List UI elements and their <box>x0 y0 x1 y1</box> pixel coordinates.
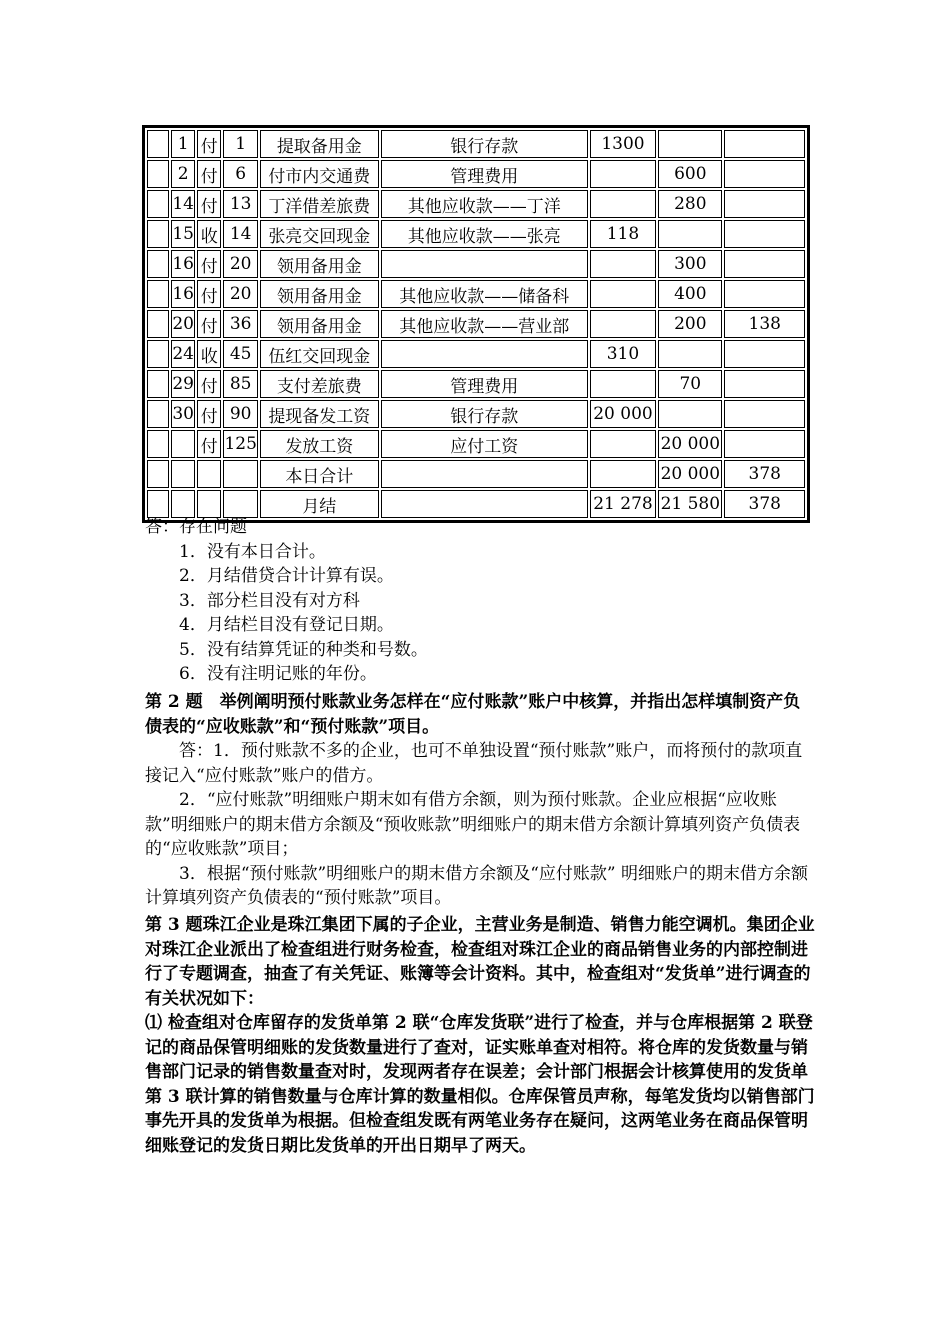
ledger-cell <box>658 130 722 158</box>
ledger-cell: 其他应收款——营业部 <box>381 310 588 338</box>
ledger-cell <box>724 370 805 398</box>
ledger-cell: 付市内交通费 <box>260 160 379 188</box>
ledger-cell: 其他应收款——丁洋 <box>381 190 588 218</box>
ledger-cell <box>658 220 722 248</box>
ledger-cell <box>724 160 805 188</box>
answer1-heading: 答：存在问题 <box>145 517 247 537</box>
ledger-cell: 收 <box>197 220 221 248</box>
ledger-cell <box>147 310 169 338</box>
question2-paragraph: 2．“应付账款”明细账户期末如有借方余额，则为预付账款。企业应根据“应收账款”明细账户的期末借方余额及“预收账款”明细账户的期末借方余额计算填列资产负债表的“应收账款”项目； <box>145 790 801 859</box>
ledger-cell: 1 <box>171 130 195 158</box>
answer1-item: 4．月结栏目没有登记日期。 <box>179 615 394 635</box>
ledger-cell: 13 <box>223 190 258 218</box>
ledger-cell: 16 <box>171 280 195 308</box>
ledger-cell: 24 <box>171 340 195 368</box>
ledger-row <box>147 370 805 398</box>
ledger-cell: 400 <box>658 280 722 308</box>
ledger-cell: 张亮交回现金 <box>260 220 379 248</box>
ledger-cell: 138 <box>724 310 805 338</box>
ledger-cell: 45 <box>223 340 258 368</box>
ledger-cell: 本日合计 <box>260 460 379 488</box>
ledger-cell <box>590 190 656 218</box>
ledger-cell <box>724 220 805 248</box>
ledger-cell <box>590 250 656 278</box>
ledger-cell: 银行存款 <box>381 400 588 428</box>
ledger-cell: 20 000 <box>658 430 722 458</box>
ledger-cell: 310 <box>590 340 656 368</box>
ledger-cell: 300 <box>658 250 722 278</box>
ledger-cell <box>197 460 221 488</box>
ledger-row <box>147 310 805 338</box>
ledger-cell: 20 <box>223 280 258 308</box>
ledger-cell: 6 <box>223 160 258 188</box>
answer1-item: 5．没有结算凭证的种类和号数。 <box>179 639 428 660</box>
ledger-cell: 36 <box>223 310 258 338</box>
ledger-cell: 20 000 <box>658 460 722 488</box>
ledger-cell: 1300 <box>590 130 656 158</box>
question3-title: 第 3 题珠江企业是珠江集团下属的子企业，主营业务是制造、销售力能空调机。集团企业对珠江企业派出了检查组进行财务检查，检查组对珠江企业的商品销售业务的内部控制进行了专题调查，抽查了有关凭证、账簿等会计资料。其中，检查组对“发货单”进行调查的有关状况如下： <box>145 915 815 1009</box>
ledger-cell: 管理费用 <box>381 370 588 398</box>
ledger-cell <box>590 160 656 188</box>
ledger-cell: 1 <box>223 130 258 158</box>
ledger-cell: 118 <box>590 220 656 248</box>
ledger-cell: 付 <box>197 370 221 398</box>
ledger-cell <box>223 490 258 518</box>
ledger-cell: 90 <box>223 400 258 428</box>
ledger-cell <box>147 460 169 488</box>
ledger-row <box>147 190 805 218</box>
ledger-cell: 领用备用金 <box>260 310 379 338</box>
ledger-cell <box>147 250 169 278</box>
ledger-row <box>147 400 805 428</box>
ledger-cell: 20 <box>171 310 195 338</box>
ledger-cell: 21 580 <box>658 490 722 518</box>
ledger-cell <box>658 340 722 368</box>
ledger-cell <box>590 280 656 308</box>
ledger-cell: 14 <box>171 190 195 218</box>
cash-journal-table <box>142 125 810 523</box>
ledger-cell <box>381 490 588 518</box>
ledger-cell: 200 <box>658 310 722 338</box>
ledger-cell <box>223 460 258 488</box>
ledger-cell <box>590 370 656 398</box>
ledger-cell: 月结 <box>260 490 379 518</box>
ledger-cell: 其他应收款——张亮 <box>381 220 588 248</box>
ledger-cell: 20 000 <box>590 400 656 428</box>
ledger-cell: 银行存款 <box>381 130 588 158</box>
ledger-cell: 378 <box>724 460 805 488</box>
ledger-cell <box>590 430 656 458</box>
question2-paragraph: 3．根据“预付账款”明细账户的期末借方余额及“应付账款” 明细账户的期末借方余额计算填列资产负债表的“预付账款”项目。 <box>145 863 808 908</box>
ledger-row <box>147 340 805 368</box>
ledger-cell: 16 <box>171 250 195 278</box>
ledger-cell <box>147 190 169 218</box>
ledger-cell: 提取备用金 <box>260 130 379 158</box>
ledger-cell <box>724 190 805 218</box>
question3-block <box>145 913 815 1158</box>
ledger-cell <box>147 280 169 308</box>
ledger-cell <box>381 460 588 488</box>
ledger-cell: 付 <box>197 280 221 308</box>
ledger-cell <box>171 430 195 458</box>
ledger-row <box>147 220 805 248</box>
ledger-cell: 85 <box>223 370 258 398</box>
ledger-row <box>147 430 805 458</box>
ledger-cell: 2 <box>171 160 195 188</box>
ledger-cell: 支付差旅费 <box>260 370 379 398</box>
ledger-row <box>147 250 805 278</box>
question2-block <box>145 690 815 911</box>
ledger-cell <box>147 130 169 158</box>
ledger-cell: 领用备用金 <box>260 250 379 278</box>
ledger-row <box>147 460 805 488</box>
question2-paragraph: 答：1．预付账款不多的企业，也可不单独设置“预付账款”账户，而将预付的款项直接记入“应付账款”账户的借方。 <box>145 741 803 786</box>
cash-journal-body <box>147 130 805 518</box>
ledger-cell <box>147 490 169 518</box>
ledger-cell: 15 <box>171 220 195 248</box>
ledger-cell: 125 <box>223 430 258 458</box>
ledger-cell: 378 <box>724 490 805 518</box>
ledger-cell <box>147 160 169 188</box>
ledger-cell: 发放工资 <box>260 430 379 458</box>
ledger-cell <box>381 340 588 368</box>
ledger-row <box>147 160 805 188</box>
ledger-cell: 伍红交回现金 <box>260 340 379 368</box>
ledger-cell: 领用备用金 <box>260 280 379 308</box>
ledger-cell <box>147 220 169 248</box>
ledger-cell: 14 <box>223 220 258 248</box>
ledger-cell <box>724 340 805 368</box>
ledger-row <box>147 490 805 518</box>
ledger-cell: 提现备发工资 <box>260 400 379 428</box>
answer1-item: 3．部分栏目没有对方科 <box>179 590 360 611</box>
ledger-cell <box>590 310 656 338</box>
ledger-cell: 70 <box>658 370 722 398</box>
ledger-cell: 收 <box>197 340 221 368</box>
ledger-cell <box>590 460 656 488</box>
ledger-cell: 付 <box>197 160 221 188</box>
ledger-cell: 付 <box>197 430 221 458</box>
ledger-row <box>147 280 805 308</box>
ledger-cell: 付 <box>197 310 221 338</box>
ledger-cell: 管理费用 <box>381 160 588 188</box>
ledger-cell: 丁洋借差旅费 <box>260 190 379 218</box>
answer1-item: 2．月结借贷合计计算有误。 <box>179 566 394 586</box>
ledger-cell <box>381 250 588 278</box>
ledger-cell <box>658 400 722 428</box>
ledger-cell <box>724 250 805 278</box>
answer1-item: 1．没有本日合计。 <box>179 541 326 562</box>
ledger-cell <box>147 340 169 368</box>
ledger-cell: 600 <box>658 160 722 188</box>
ledger-cell <box>724 130 805 158</box>
ledger-cell: 20 <box>223 250 258 278</box>
question3-item-1: ⑴ 检查组对仓库留存的发货单第 2 联“仓库发货联”进行了检查，并与仓库根据第 2 联登记的商品保管明细账的发货数量进行了查对，证实账单查对相符。将仓库的发货数量与销售部门记录的销售数量查对时，发现两者存在误差；会计部门根据会计核算使用的发货单第 3 联计算的销售数量与仓库计算的数量相似。仓库保管员声称，每笔发货均以销售部门事先开具的发货单为根据。但检查组发既有两笔业务存在疑问，这两笔业务在商品保管明细账登记的发货日期比发货单的开出日期早了两天。 <box>145 1013 815 1156</box>
ledger-cell: 30 <box>171 400 195 428</box>
ledger-cell: 付 <box>197 190 221 218</box>
answer1-item: 6．没有注明记账的年份。 <box>179 664 377 684</box>
ledger-cell <box>171 460 195 488</box>
answer1-block <box>145 515 815 687</box>
ledger-cell <box>724 280 805 308</box>
ledger-cell <box>197 490 221 518</box>
ledger-cell <box>724 430 805 458</box>
ledger-cell: 其他应收款——储备科 <box>381 280 588 308</box>
ledger-cell <box>171 490 195 518</box>
ledger-cell: 29 <box>171 370 195 398</box>
ledger-cell: 21 278 <box>590 490 656 518</box>
ledger-cell <box>147 430 169 458</box>
ledger-cell: 280 <box>658 190 722 218</box>
question2-title: 第 2 题 举例阐明预付账款业务怎样在“应付账款”账户中核算，并指出怎样填制资产负债表的“应收账款”和“预付账款”项目。 <box>145 692 801 737</box>
ledger-cell: 付 <box>197 130 221 158</box>
ledger-cell <box>724 400 805 428</box>
ledger-cell: 付 <box>197 400 221 428</box>
ledger-cell <box>147 400 169 428</box>
ledger-cell: 应付工资 <box>381 430 588 458</box>
ledger-cell <box>147 370 169 398</box>
ledger-cell: 付 <box>197 250 221 278</box>
ledger-row <box>147 130 805 158</box>
